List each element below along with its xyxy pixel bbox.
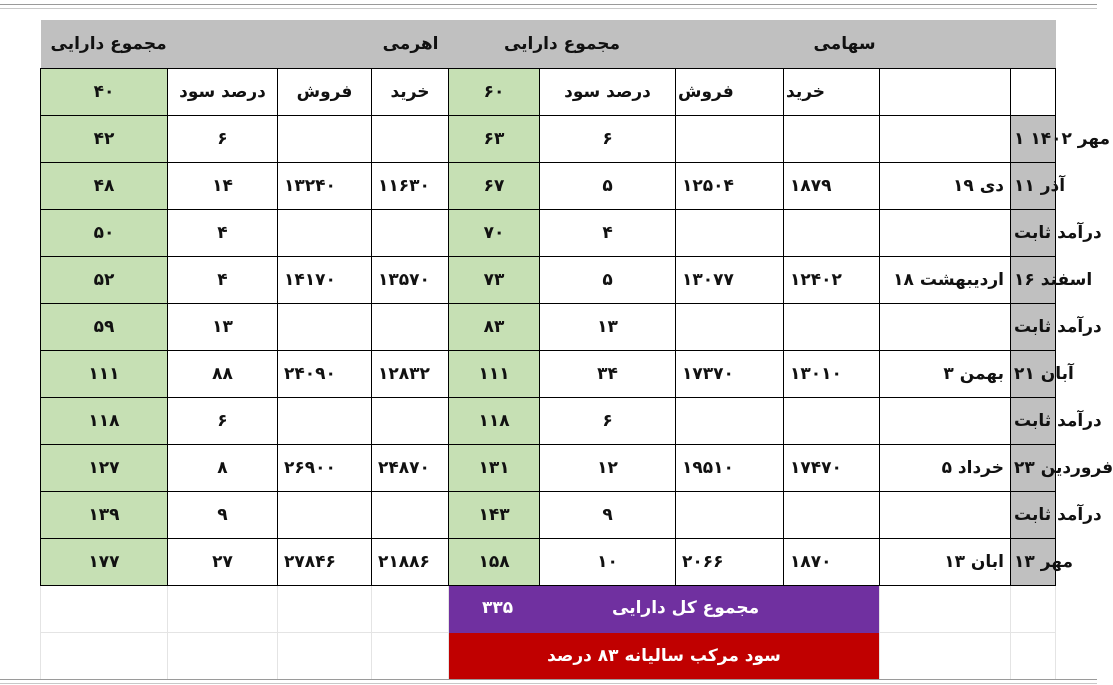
summary-row-total: [41, 586, 1056, 633]
header-stocks-total: مجموع دارایی: [449, 20, 676, 69]
table-row: [41, 539, 1056, 586]
date-cell[interactable]: ۲۱ آبان: [1011, 351, 1056, 398]
empty-cell[interactable]: [168, 633, 278, 680]
empty-cell[interactable]: [41, 586, 168, 633]
date-cell[interactable]: ۱ مهر ۱۴۰۲: [1011, 116, 1056, 163]
stocks-profit-cell[interactable]: ۴: [540, 210, 676, 257]
col-leveraged-sell[interactable]: فروش: [278, 69, 372, 116]
stocks-start-total[interactable]: ۶۰: [449, 69, 540, 116]
header-blank: [168, 20, 278, 69]
stocks-profit-cell[interactable]: ۶: [540, 116, 676, 163]
leveraged-total-cell[interactable]: ۱۱۸: [41, 398, 168, 445]
stocks-profit-cell[interactable]: ۶: [540, 398, 676, 445]
window-bottom-border-inner: [0, 683, 1097, 684]
table-row: [41, 351, 1056, 398]
annual-compound-profit[interactable]: سود مرکب سالیانه ۸۳ درصد: [449, 633, 880, 680]
col-close-date[interactable]: [880, 69, 1011, 116]
stocks-buy-cell[interactable]: [784, 116, 880, 163]
leveraged-total-cell[interactable]: ۱۷۷: [41, 539, 168, 586]
close-date-cell[interactable]: ۱۹ دی: [880, 163, 1011, 210]
stocks-profit-cell[interactable]: ۱۲: [540, 445, 676, 492]
stocks-buy-cell[interactable]: [784, 398, 880, 445]
empty-cell[interactable]: [278, 586, 372, 633]
stocks-buy-cell[interactable]: ۱۷۴۷۰: [784, 445, 880, 492]
stocks-buy-cell[interactable]: [784, 492, 880, 539]
date-cell[interactable]: ۲۳ فروردین: [1011, 445, 1056, 492]
empty-cell[interactable]: [880, 633, 1011, 680]
stocks-total-cell[interactable]: ۱۳۱: [449, 445, 540, 492]
leveraged-profit-cell[interactable]: ۶: [168, 116, 278, 163]
table-row: [41, 492, 1056, 539]
table-row: [41, 163, 1056, 210]
leveraged-buy-cell[interactable]: [372, 210, 449, 257]
header-leveraged: اهرمی: [278, 20, 449, 69]
leveraged-total-cell[interactable]: ۴۲: [41, 116, 168, 163]
table-row: [41, 257, 1056, 304]
stocks-sell-cell[interactable]: ۱۲۵۰۴: [676, 163, 784, 210]
stocks-profit-cell[interactable]: ۱۰: [540, 539, 676, 586]
leveraged-total-cell[interactable]: ۵۹: [41, 304, 168, 351]
leveraged-total-cell[interactable]: ۵۲: [41, 257, 168, 304]
stocks-total-cell[interactable]: ۷۰: [449, 210, 540, 257]
leveraged-profit-cell[interactable]: ۱۳: [168, 304, 278, 351]
close-date-cell[interactable]: ۱۸ اردیبهشت: [880, 257, 1011, 304]
stocks-profit-cell[interactable]: ۹: [540, 492, 676, 539]
empty-cell[interactable]: [372, 586, 449, 633]
header-blank-right: [1011, 20, 1056, 69]
stocks-buy-cell[interactable]: ۱۲۴۰۲: [784, 257, 880, 304]
close-date-cell[interactable]: ۵ خرداد: [880, 445, 1011, 492]
date-cell[interactable]: درآمد ثابت: [1011, 210, 1056, 257]
leveraged-profit-cell[interactable]: ۶: [168, 398, 278, 445]
leveraged-profit-cell[interactable]: ۴: [168, 257, 278, 304]
stocks-buy-cell[interactable]: ۱۸۷۰: [784, 539, 880, 586]
stocks-total-cell[interactable]: ۸۳: [449, 304, 540, 351]
leveraged-profit-cell[interactable]: ۴: [168, 210, 278, 257]
stocks-sell-cell[interactable]: [676, 210, 784, 257]
date-cell[interactable]: درآمد ثابت: [1011, 492, 1056, 539]
col-leveraged-buy[interactable]: خرید: [372, 69, 449, 116]
date-cell[interactable]: ۱۳ مهر: [1011, 539, 1056, 586]
stocks-sell-cell[interactable]: [676, 116, 784, 163]
date-cell[interactable]: ۱۶ اسفند: [1011, 257, 1056, 304]
leveraged-start-total[interactable]: ۴۰: [41, 69, 168, 116]
close-date-cell[interactable]: [880, 304, 1011, 351]
stocks-sell-cell[interactable]: ۱۹۵۱۰: [676, 445, 784, 492]
date-cell[interactable]: درآمد ثابت: [1011, 398, 1056, 445]
table-row: [41, 210, 1056, 257]
stocks-total-cell[interactable]: ۷۳: [449, 257, 540, 304]
stocks-sell-cell[interactable]: ۱۳۰۷۷: [676, 257, 784, 304]
leveraged-buy-cell[interactable]: ۲۴۸۷۰: [372, 445, 449, 492]
col-profit-percent[interactable]: درصد سود: [540, 69, 676, 116]
stocks-profit-cell[interactable]: ۳۴: [540, 351, 676, 398]
window-bottom-border: [0, 679, 1097, 680]
leveraged-sell-cell[interactable]: [278, 210, 372, 257]
stocks-buy-cell[interactable]: ۱۳۰۱۰: [784, 351, 880, 398]
leveraged-sell-cell[interactable]: [278, 398, 372, 445]
total-assets-summary[interactable]: [449, 586, 880, 633]
leveraged-sell-cell[interactable]: ۲۷۸۴۶: [278, 539, 372, 586]
spreadsheet-table: [40, 20, 1113, 680]
leveraged-total-cell[interactable]: ۱۳۹: [41, 492, 168, 539]
total-assets-value: ۳۳۵: [482, 598, 514, 618]
stocks-sell-cell[interactable]: [676, 398, 784, 445]
stocks-sell-cell[interactable]: ۱۷۳۷۰: [676, 351, 784, 398]
column-header-row: [41, 69, 1056, 116]
close-date-cell[interactable]: [880, 398, 1011, 445]
leveraged-sell-cell[interactable]: ۱۳۲۴۰: [278, 163, 372, 210]
leveraged-buy-cell[interactable]: ۱۲۸۳۲: [372, 351, 449, 398]
stocks-total-cell[interactable]: ۱۵۸: [449, 539, 540, 586]
stocks-profit-cell[interactable]: ۵: [540, 257, 676, 304]
leveraged-total-cell[interactable]: ۴۸: [41, 163, 168, 210]
leveraged-profit-cell[interactable]: ۸: [168, 445, 278, 492]
leveraged-sell-cell[interactable]: ۲۴۰۹۰: [278, 351, 372, 398]
leveraged-buy-cell[interactable]: [372, 398, 449, 445]
leveraged-buy-cell[interactable]: ۱۳۵۷۰: [372, 257, 449, 304]
header-stocks: سهامی: [676, 20, 1011, 69]
col-leveraged-profit-percent[interactable]: درصد سود: [168, 69, 278, 116]
empty-cell[interactable]: [372, 633, 449, 680]
col-date[interactable]: [1011, 69, 1056, 116]
leveraged-sell-cell[interactable]: [278, 116, 372, 163]
stocks-total-cell[interactable]: ۱۴۳: [449, 492, 540, 539]
summary-row-profit: [41, 633, 1056, 680]
leveraged-profit-cell[interactable]: ۱۴: [168, 163, 278, 210]
leveraged-total-cell[interactable]: ۵۰: [41, 210, 168, 257]
window-top-border-inner: [0, 8, 1097, 9]
header-leveraged-total: مجموع دارایی: [41, 20, 168, 69]
empty-cell[interactable]: [1011, 633, 1056, 680]
leveraged-buy-cell[interactable]: [372, 116, 449, 163]
stocks-total-cell[interactable]: ۱۱۸: [449, 398, 540, 445]
stocks-profit-cell[interactable]: ۵: [540, 163, 676, 210]
leveraged-sell-cell[interactable]: ۱۴۱۷۰: [278, 257, 372, 304]
col-buy[interactable]: خرید: [784, 69, 880, 116]
close-date-cell[interactable]: [880, 210, 1011, 257]
stocks-buy-cell[interactable]: [784, 210, 880, 257]
leveraged-profit-cell[interactable]: ۹: [168, 492, 278, 539]
stocks-total-cell[interactable]: ۱۱۱: [449, 351, 540, 398]
close-date-cell[interactable]: ۳ بهمن: [880, 351, 1011, 398]
leveraged-total-cell[interactable]: ۱۲۷: [41, 445, 168, 492]
close-date-cell[interactable]: [880, 492, 1011, 539]
stocks-sell-cell[interactable]: [676, 304, 784, 351]
table-row: [41, 116, 1056, 163]
table-row: [41, 398, 1056, 445]
leveraged-profit-cell[interactable]: ۸۸: [168, 351, 278, 398]
leveraged-sell-cell[interactable]: [278, 492, 372, 539]
date-cell[interactable]: درآمد ثابت: [1011, 304, 1056, 351]
stocks-buy-cell[interactable]: [784, 304, 880, 351]
date-cell[interactable]: ۱۱ آذر: [1011, 163, 1056, 210]
window-top-border: [0, 4, 1097, 5]
leveraged-buy-cell[interactable]: ۲۱۸۸۶: [372, 539, 449, 586]
stocks-total-cell[interactable]: ۶۳: [449, 116, 540, 163]
leveraged-sell-cell[interactable]: [278, 304, 372, 351]
leveraged-buy-cell[interactable]: [372, 304, 449, 351]
empty-cell[interactable]: [1011, 586, 1056, 633]
empty-cell[interactable]: [41, 633, 168, 680]
stocks-total-cell[interactable]: ۶۷: [449, 163, 540, 210]
leveraged-buy-cell[interactable]: ۱۱۶۳۰: [372, 163, 449, 210]
table-row: [41, 304, 1056, 351]
stocks-sell-cell[interactable]: ۲۰۶۶: [676, 539, 784, 586]
empty-cell[interactable]: [880, 586, 1011, 633]
col-sell[interactable]: فروش: [676, 69, 784, 116]
leveraged-total-cell[interactable]: ۱۱۱: [41, 351, 168, 398]
empty-cell[interactable]: [168, 586, 278, 633]
empty-cell[interactable]: [278, 633, 372, 680]
group-header-row: [41, 20, 1056, 69]
close-date-cell[interactable]: [880, 116, 1011, 163]
leveraged-buy-cell[interactable]: [372, 492, 449, 539]
leveraged-profit-cell[interactable]: ۲۷: [168, 539, 278, 586]
stocks-sell-cell[interactable]: [676, 492, 784, 539]
stocks-buy-cell[interactable]: ۱۸۷۹: [784, 163, 880, 210]
total-assets-label: مجموع کل دارایی: [612, 598, 760, 618]
stocks-profit-cell[interactable]: ۱۳: [540, 304, 676, 351]
leveraged-sell-cell[interactable]: ۲۶۹۰۰: [278, 445, 372, 492]
close-date-cell[interactable]: ۱۳ ابان: [880, 539, 1011, 586]
table-row: [41, 445, 1056, 492]
